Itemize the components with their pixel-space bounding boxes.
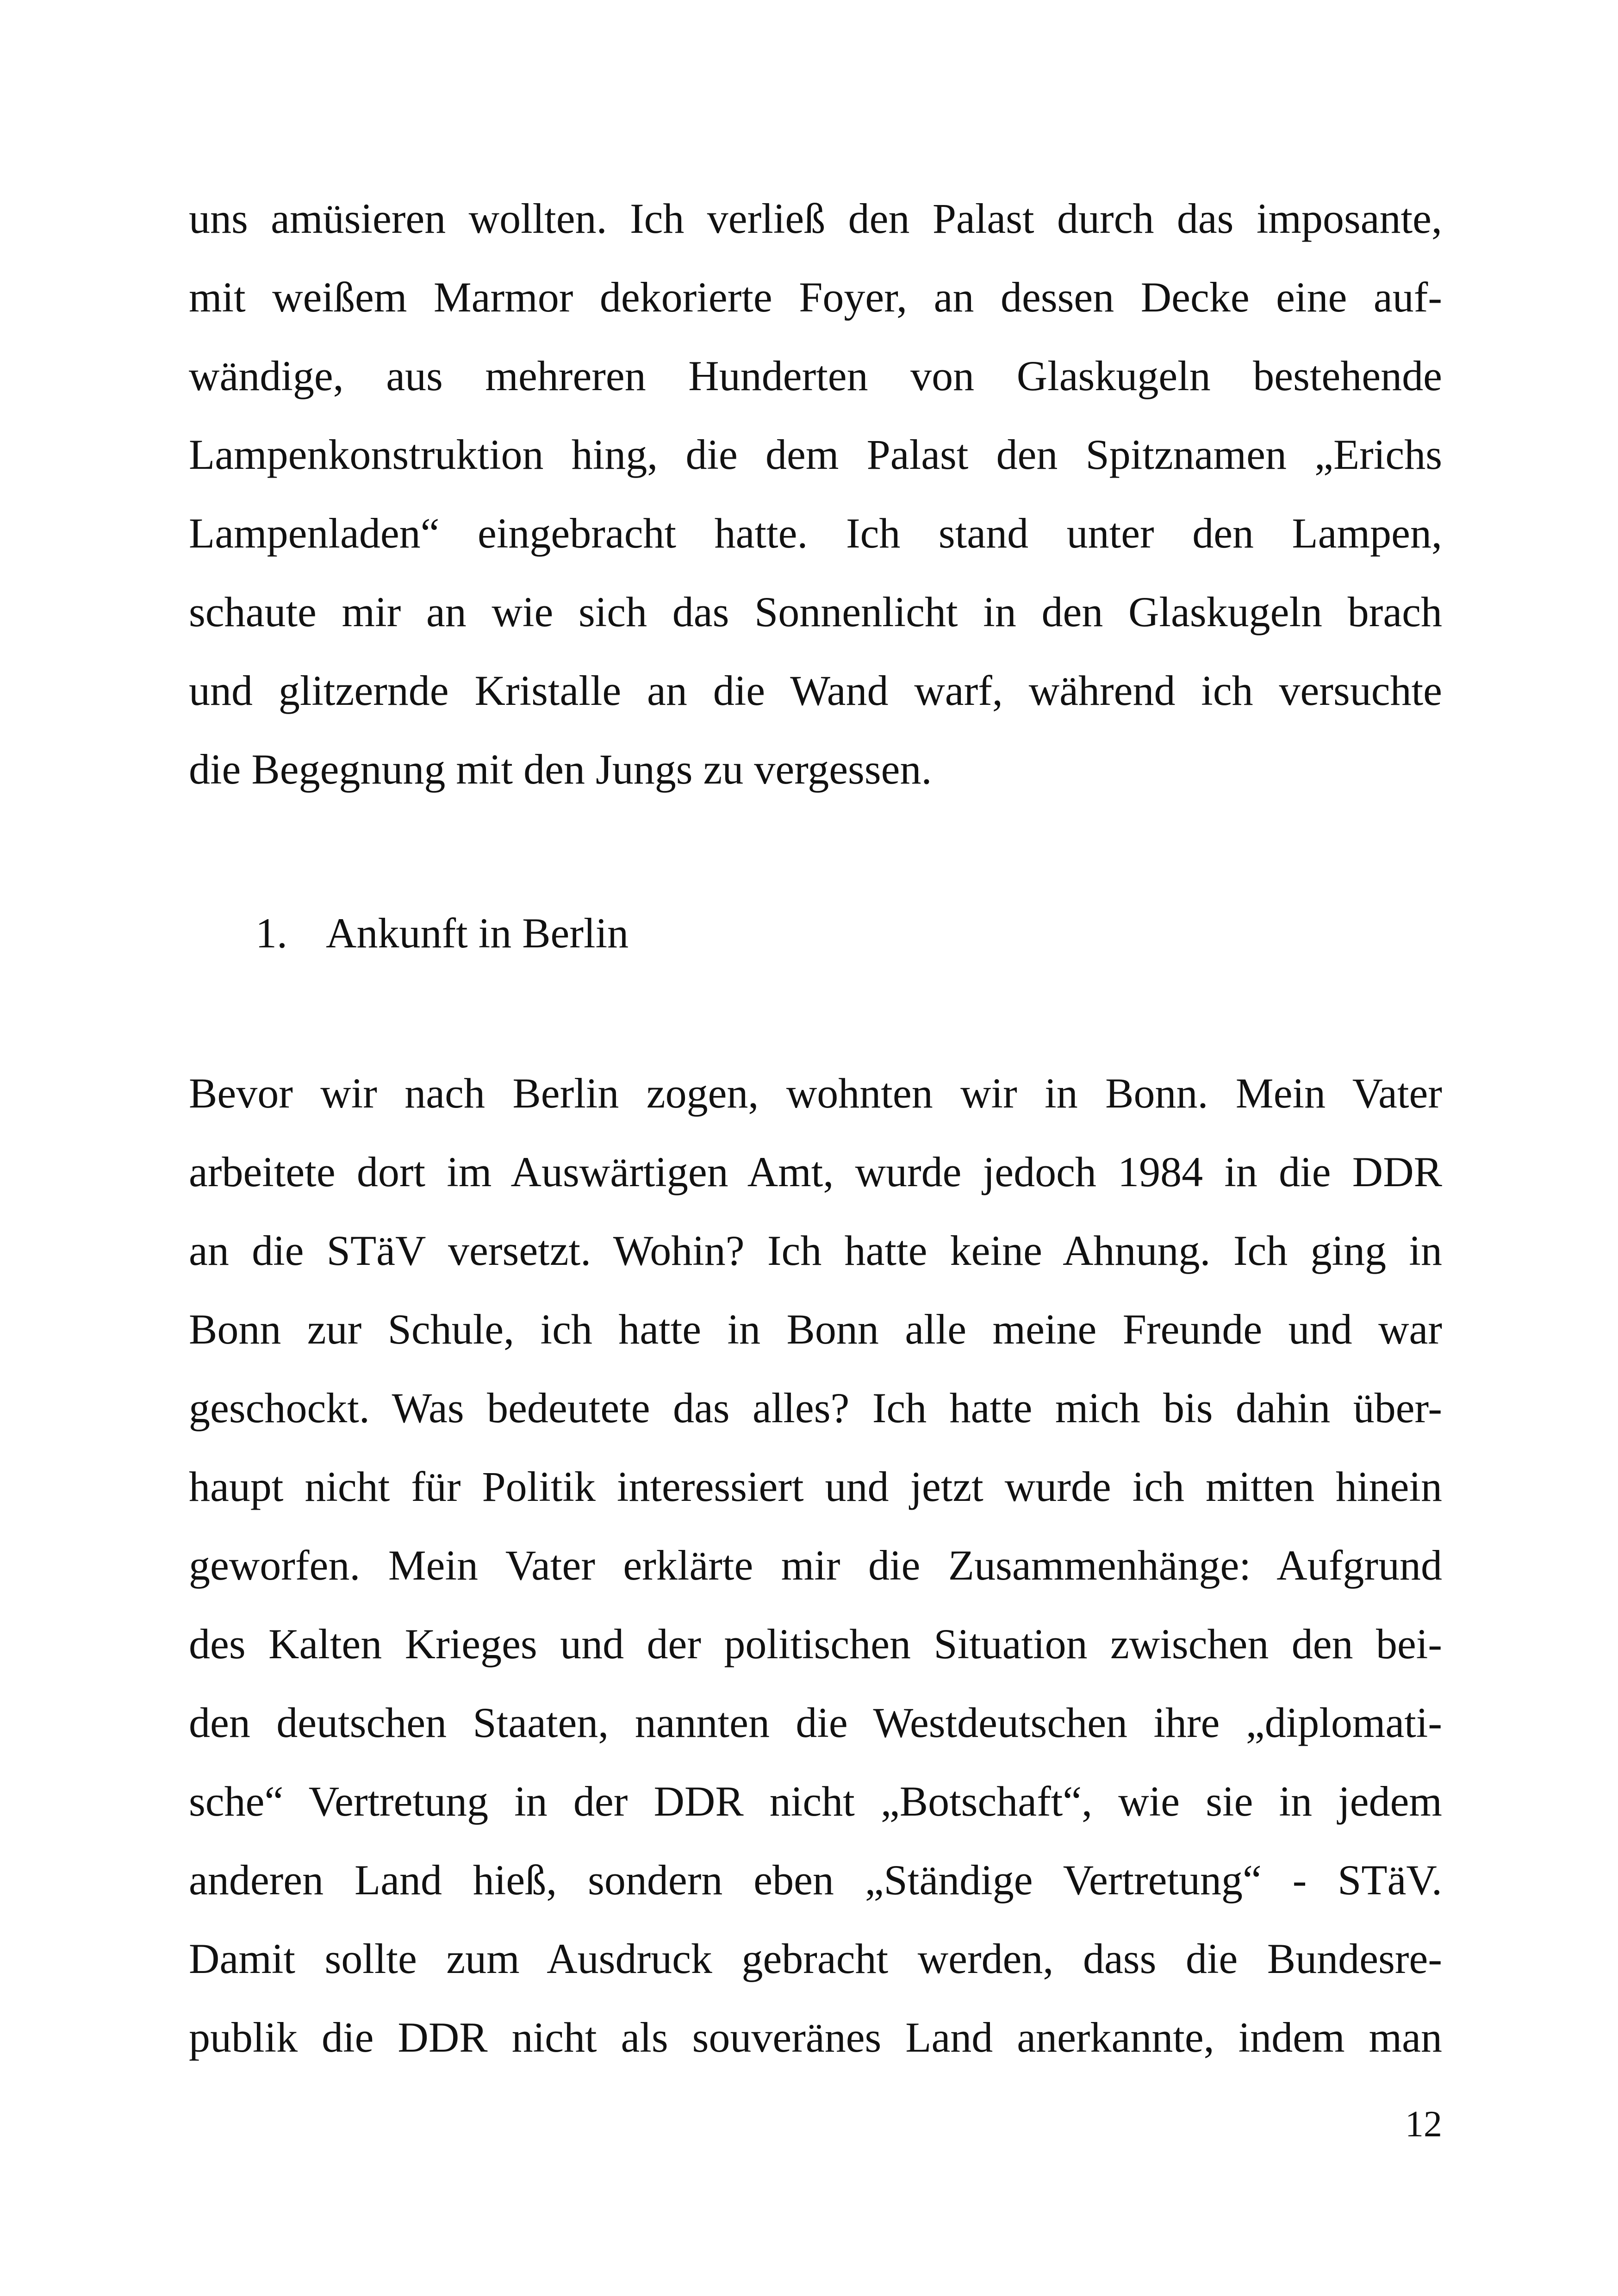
text-line: wändige, aus mehreren Hunderten von Glaskugeln bestehende [189,352,1442,399]
text-line: und glitzernde Kristalle an die Wand warf, während ich versuchte [189,667,1442,714]
text-line: sche“ Vertretung in der DDR nicht „Botschaft“, wie sie in jedem [189,1778,1442,1825]
text-line: uns amüsieren wollten. Ich verließ den Palast durch das imposante, [189,195,1442,242]
text-line: Damit sollte zum Ausdruck gebracht werden, dass die Bundesre- [189,1935,1442,1982]
page-number: 12 [1405,2104,1442,2145]
text-line: Lampenkonstruktion hing, die dem Palast den Spitznamen „Erichs [189,431,1442,478]
text-line: Bevor wir nach Berlin zogen, wohnten wir in Bonn. Mein Vater [189,1070,1442,1117]
section-title: Ankunft in Berlin [326,909,629,957]
text-line: den deutschen Staaten, nannten die Westdeutschen ihre „diplomati- [189,1699,1442,1746]
text-line: schaute mir an wie sich das Sonnenlicht in den Glaskugeln brach [189,588,1442,635]
text-line: die Begegnung mit den Jungs zu vergessen. [189,746,932,793]
text-line: Lampenladen“ eingebracht hatte. Ich stand unter den Lampen, [189,510,1442,557]
text-line: anderen Land hieß, sondern eben „Ständige Vertretung“ - STäV. [189,1856,1442,1904]
text-line: Bonn zur Schule, ich hatte in Bonn alle meine Freunde und war [189,1306,1442,1353]
text-line: des Kalten Krieges und der politischen Situation zwischen den bei- [189,1620,1442,1668]
text-line: geworfen. Mein Vater erklärte mir die Zusammenhänge: Aufgrund [189,1542,1442,1589]
section-number: 1. [255,909,287,957]
text-line: haupt nicht für Politik interessiert und jetzt wurde ich mitten hinein [189,1463,1442,1510]
section-heading [255,905,629,961]
text-line: publik die DDR nicht als souveränes Land anerkannte, indem man [189,2014,1442,2061]
text-line: an die STäV versetzt. Wohin? Ich hatte keine Ahnung. Ich ging in [189,1227,1442,1274]
text-line: mit weißem Marmor dekorierte Foyer, an dessen Decke eine auf- [189,274,1442,321]
text-line: geschockt. Was bedeutete das alles? Ich hatte mich bis dahin über- [189,1384,1442,1431]
text-line: arbeitete dort im Auswärtigen Amt, wurde jedoch 1984 in die DDR [189,1148,1442,1195]
